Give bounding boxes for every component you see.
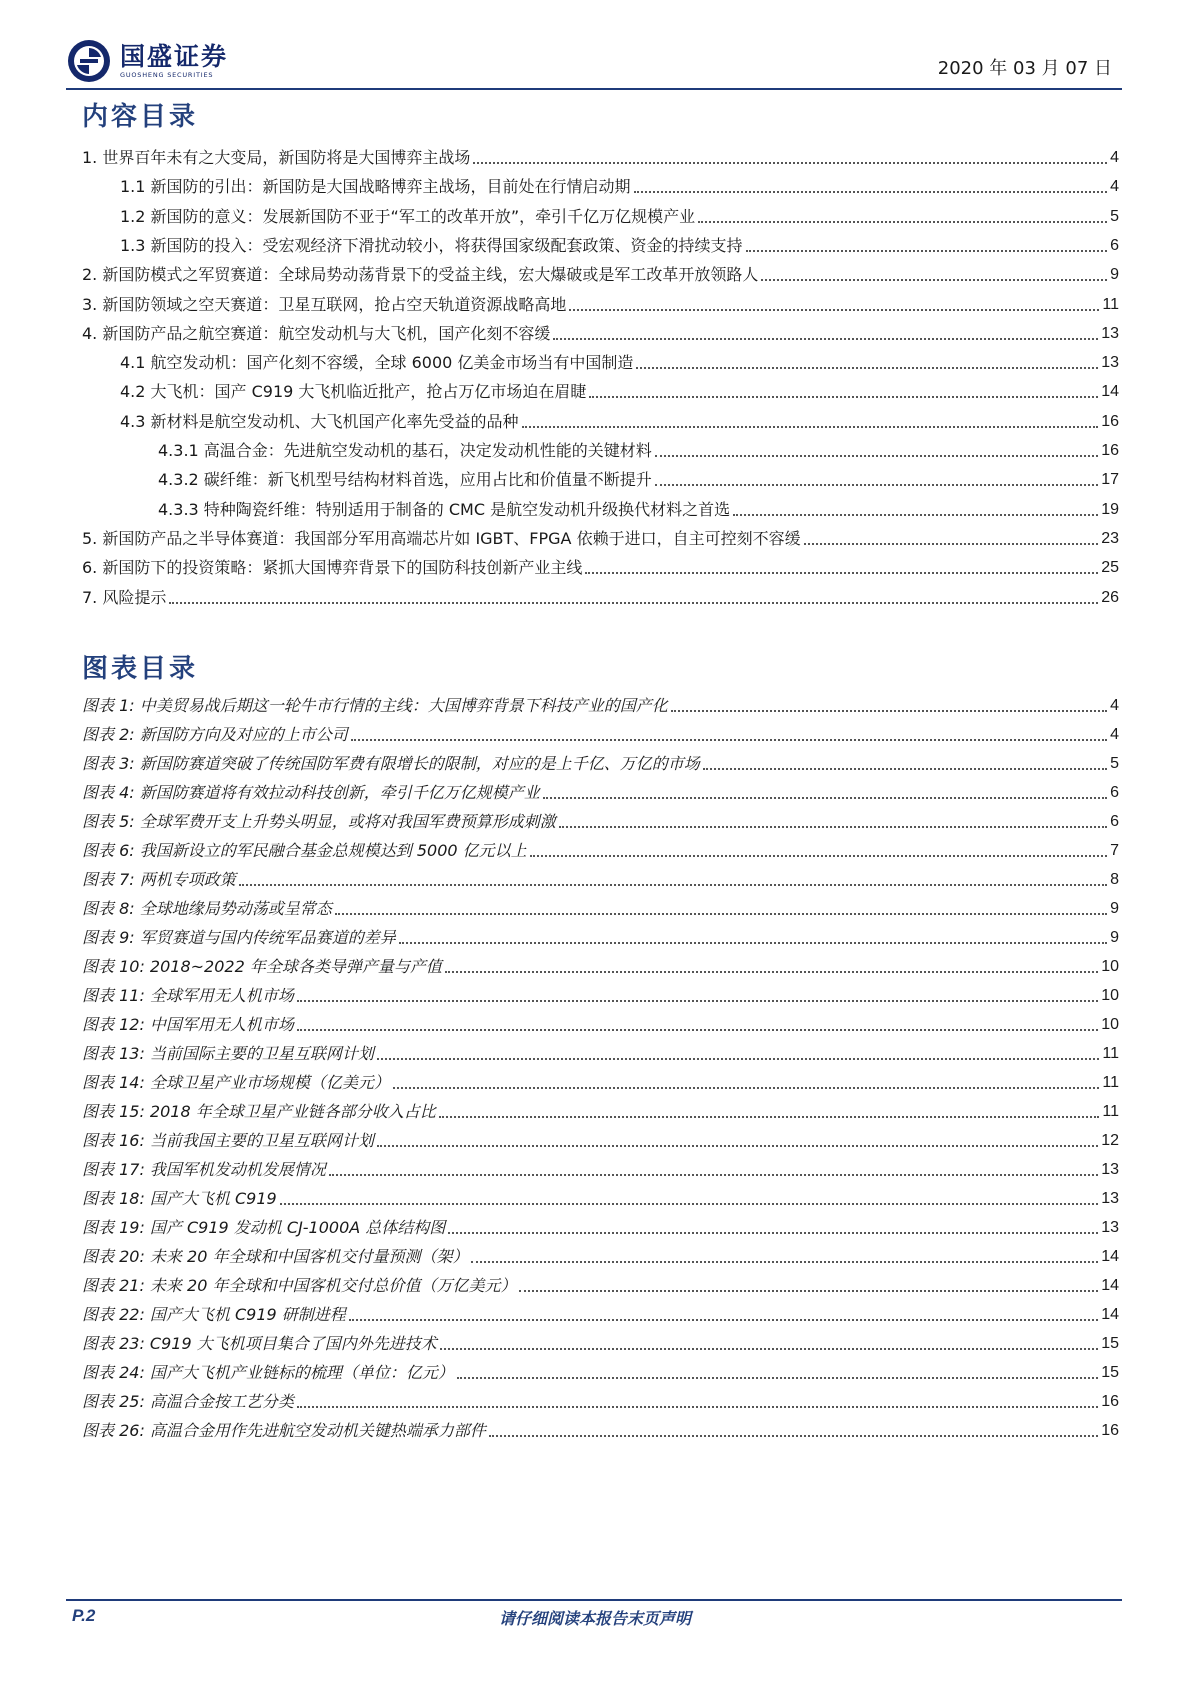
- guosheng-logo-icon: [66, 38, 112, 84]
- figure-entry[interactable]: [82, 1187, 1119, 1209]
- toc-entry-label: 4. 新国防产品之航空赛道：航空发动机与大飞机，国产化刻不容缓: [82, 323, 551, 343]
- dot-leader: [297, 1029, 1098, 1031]
- figure-entry-label: 图表 4: 新国防赛道将有效拉动科技创新，牵引千亿万亿规模产业: [82, 783, 540, 802]
- figure-entry-page: 12: [1101, 1132, 1119, 1149]
- report-date: 2020 年 03 月 07 日: [937, 58, 1112, 79]
- toc-entry-page: 4: [1110, 149, 1119, 166]
- figure-entry[interactable]: [82, 694, 1119, 716]
- dot-leader: [655, 484, 1098, 486]
- figure-entry[interactable]: [82, 1419, 1119, 1441]
- figure-entry-label: 图表 13: 当前国际主要的卫星互联网计划: [82, 1044, 374, 1063]
- figure-entry-label: 图表 11: 全球军用无人机市场: [82, 986, 294, 1005]
- toc-entry[interactable]: [82, 468, 1119, 490]
- figure-entry-page: 11: [1102, 1074, 1119, 1091]
- toc-entry-label: 1. 世界百年未有之大变局，新国防将是大国博弈主战场: [82, 148, 471, 167]
- toc-entry-page: 4: [1110, 178, 1119, 196]
- figure-entry-label: 图表 18: 国产大飞机 C919: [82, 1189, 277, 1208]
- toc-entry[interactable]: [82, 527, 1119, 549]
- dot-leader: [519, 1290, 1098, 1292]
- toc-entry-page: 11: [1102, 295, 1119, 313]
- toc-entry-label: 1.2 新国防的意义：发展新国防不亚于“军工的改革开放”，牵引千亿万亿规模产业: [120, 206, 696, 226]
- figure-entry-label: 图表 24: 国产大飞机产业链标的梳理（单位：亿元）: [82, 1363, 454, 1382]
- toc-entry[interactable]: [82, 322, 1119, 344]
- header-divider: [66, 88, 1122, 90]
- dot-leader: [297, 1000, 1098, 1002]
- figure-entry-label: 图表 10: 2018~2022 年全球各类导弹产量与产值: [82, 957, 442, 976]
- dot-leader: [448, 1232, 1098, 1234]
- figure-entry[interactable]: [82, 1216, 1119, 1238]
- figure-entry-label: 图表 8: 全球地缘局势动荡或呈常态: [82, 899, 332, 918]
- figure-entry-page: 11: [1102, 1103, 1119, 1120]
- dot-leader: [351, 739, 1107, 741]
- figure-entry-page: 15: [1101, 1335, 1119, 1352]
- figure-entry[interactable]: [82, 984, 1119, 1006]
- dot-leader: [553, 338, 1098, 340]
- dot-leader: [393, 1087, 1099, 1089]
- figure-entry[interactable]: [82, 1071, 1119, 1093]
- toc-entry-label: 5. 新国防产品之半导体赛道：我国部分军用高端芯片如 IGBT、FPGA 依赖于进口，自主可控刻不容缓: [82, 528, 801, 548]
- toc-entry-label: 1.3 新国防的投入：受宏观经济下滑扰动较小，将获得国家级配套政策、资金的持续支持: [120, 235, 743, 255]
- figure-list-title: 图表目录: [82, 654, 199, 684]
- figure-entry-page: 6: [1110, 784, 1119, 801]
- figure-entry-label: 图表 15: 2018 年全球卫星产业链各部分收入占比: [82, 1102, 436, 1121]
- toc-entry-page: 16: [1101, 442, 1119, 459]
- figure-entry-label: 图表 12: 中国军用无人机市场: [82, 1015, 294, 1034]
- figure-entry-page: 15: [1101, 1364, 1119, 1381]
- dot-leader: [655, 455, 1098, 457]
- figure-entry-page: 13: [1101, 1190, 1119, 1207]
- toc-entry-label: 7. 风险提示: [82, 587, 167, 607]
- figure-entry[interactable]: [82, 955, 1119, 977]
- toc-entry[interactable]: [82, 293, 1119, 315]
- toc-entry-label: 1.1 新国防的引出：新国防是大国战略博弈主战场，目前处在行情启动期: [120, 177, 631, 197]
- toc-entry[interactable]: [82, 175, 1119, 197]
- toc-entry[interactable]: [82, 351, 1119, 373]
- toc-entry[interactable]: [82, 556, 1119, 578]
- figure-entry-label: 图表 9: 军贸赛道与国内传统军品赛道的差异: [82, 928, 396, 947]
- page-number: P.2: [72, 1606, 96, 1625]
- figure-entry[interactable]: [82, 1013, 1119, 1035]
- dot-leader: [489, 1435, 1098, 1437]
- figure-entry[interactable]: [82, 810, 1119, 832]
- dot-leader: [169, 602, 1098, 604]
- dot-leader: [698, 221, 1107, 223]
- toc-entry-page: 6: [1110, 236, 1119, 254]
- figure-entry-page: 13: [1101, 1161, 1119, 1178]
- dot-leader: [804, 543, 1099, 545]
- dot-leader: [589, 396, 1098, 398]
- page-header: [66, 28, 1122, 94]
- figure-entry[interactable]: [82, 868, 1119, 890]
- toc-entry[interactable]: [82, 205, 1119, 227]
- dot-leader: [399, 942, 1107, 944]
- figure-entry[interactable]: [82, 1245, 1119, 1267]
- figure-entry-label: 图表 6: 我国新设立的军民融合基金总规模达到 5000 亿元以上: [82, 841, 527, 860]
- figure-entry-label: 图表 19: 国产 C919 发动机 CJ-1000A 总体结构图: [82, 1218, 446, 1237]
- toc-entry-page: 13: [1101, 324, 1119, 342]
- figure-entry-page: 14: [1101, 1248, 1119, 1265]
- dot-leader: [335, 913, 1107, 915]
- dot-leader: [349, 1319, 1098, 1321]
- dot-leader: [440, 1348, 1098, 1350]
- figure-entry[interactable]: [82, 1332, 1119, 1354]
- figure-entry-label: 图表 7: 两机专项政策: [82, 870, 236, 889]
- figure-entry[interactable]: [82, 1042, 1119, 1064]
- figure-entry-label: 图表 25: 高温合金按工艺分类: [82, 1392, 294, 1411]
- figure-entry-page: 9: [1110, 929, 1119, 946]
- toc-entry-page: 14: [1101, 383, 1119, 401]
- figure-entry[interactable]: [82, 752, 1119, 774]
- dot-leader: [671, 710, 1107, 712]
- logo-english-name: GUOSHENG SECURITIES: [120, 70, 214, 79]
- figure-entry[interactable]: [82, 1274, 1119, 1296]
- figure-entry-label: 图表 5: 全球军费开支上升势头明显，或将对我国军费预算形成刺激: [82, 812, 556, 831]
- toc-entry-label: 3. 新国防领域之空天赛道：卫星互联网，抢占空天轨道资源战略高地: [82, 294, 567, 314]
- footer-divider: [66, 1599, 1122, 1601]
- footer-disclaimer: 请仔细阅读本报告末页声明: [498, 1609, 691, 1628]
- figure-entry[interactable]: [82, 1100, 1119, 1122]
- dot-leader: [569, 309, 1099, 311]
- figure-entry-page: 9: [1110, 900, 1119, 917]
- figure-entry-label: 图表 22: 国产大飞机 C919 研制进程: [82, 1305, 346, 1324]
- figure-entry-label: 图表 26: 高温合金用作先进航空发动机关键热端承力部件: [82, 1421, 486, 1440]
- logo-chinese-name: 国盛证券: [120, 41, 229, 71]
- toc-entry-page: 25: [1101, 559, 1119, 577]
- dot-leader: [280, 1203, 1098, 1205]
- dot-leader: [543, 797, 1107, 799]
- figure-entry[interactable]: [82, 723, 1119, 745]
- toc-entry[interactable]: [82, 586, 1119, 608]
- dot-leader: [471, 1261, 1098, 1263]
- toc-entry-page: 26: [1101, 588, 1119, 606]
- toc-entry-page: 23: [1101, 529, 1119, 547]
- figure-entry-page: 4: [1110, 726, 1119, 743]
- figure-entry[interactable]: [82, 1129, 1119, 1151]
- dot-leader: [703, 768, 1107, 770]
- toc-entry-page: 5: [1110, 207, 1119, 225]
- dot-leader: [239, 884, 1107, 886]
- toc-entry-page: 16: [1101, 412, 1119, 430]
- toc-entry-label: 4.3.2 碳纤维：新飞机型号结构材料首选，应用占比和价值量不断提升: [158, 470, 652, 490]
- dot-leader: [457, 1377, 1098, 1379]
- figure-entry-label: 图表 21: 未来 20 年全球和中国客机交付总价值（万亿美元）: [82, 1276, 517, 1295]
- dot-leader: [761, 279, 1107, 281]
- dot-leader: [329, 1174, 1098, 1176]
- figure-entry[interactable]: [82, 1158, 1119, 1180]
- toc-entry-label: 2. 新国防模式之军贸赛道：全球局势动荡背景下的受益主线，宏大爆破或是军工改革开放领路人: [82, 265, 759, 285]
- figure-entry-page: 10: [1101, 987, 1119, 1004]
- toc-entry[interactable]: [82, 263, 1119, 285]
- figure-entry[interactable]: [82, 897, 1119, 919]
- dot-leader: [473, 162, 1107, 164]
- figure-entry-page: 16: [1101, 1393, 1119, 1410]
- dot-leader: [636, 367, 1098, 369]
- figure-entry[interactable]: [82, 1361, 1119, 1383]
- toc-entry-page: 19: [1101, 500, 1119, 518]
- figure-entry[interactable]: [82, 839, 1119, 861]
- figure-entry-page: 10: [1101, 1016, 1119, 1033]
- toc-entry-label: 4.3.1 高温合金：先进航空发动机的基石，决定发动机性能的关键材料: [158, 441, 652, 460]
- figure-entry-page: 10: [1101, 958, 1119, 975]
- toc-entry-label: 4.3.3 特种陶瓷纤维：特别适用于制备的 CMC 是航空发动机升级换代材料之首选: [158, 499, 731, 519]
- dot-leader: [439, 1116, 1100, 1118]
- toc-entry-label: 4.3 新材料是航空发动机、大飞机国产化率先受益的品种: [120, 411, 519, 431]
- figure-entry-page: 14: [1101, 1306, 1119, 1323]
- toc-entry[interactable]: [82, 410, 1119, 432]
- toc-entry-label: 6. 新国防下的投资策略：紧抓大国博弈背景下的国防科技创新产业主线: [82, 558, 583, 578]
- dot-leader: [445, 971, 1098, 973]
- figure-entry-label: 图表 17: 我国军机发动机发展情况: [82, 1160, 326, 1179]
- figure-entry-page: 8: [1110, 871, 1119, 888]
- figure-entry-page: 5: [1110, 755, 1119, 772]
- company-logo: [66, 36, 228, 86]
- toc-entry[interactable]: [82, 439, 1119, 461]
- figure-entry-page: 7: [1110, 842, 1119, 859]
- figure-entry-label: 图表 16: 当前我国主要的卫星互联网计划: [82, 1131, 374, 1150]
- figure-entry-label: 图表 3: 新国防赛道突破了传统国防军费有限增长的限制，对应的是上千亿、万亿的市场: [82, 754, 700, 773]
- figure-entry[interactable]: [82, 781, 1119, 803]
- figure-entry-label: 图表 14: 全球卫星产业市场规模（亿美元）: [82, 1073, 390, 1092]
- figure-entry-label: 图表 23: C919 大飞机项目集合了国内外先进技术: [82, 1334, 437, 1353]
- toc-entry-page: 17: [1101, 471, 1119, 489]
- figure-entry-page: 6: [1110, 813, 1119, 830]
- toc-entry-label: 4.1 航空发动机：国产化刻不容缓，全球 6000 亿美金市场当有中国制造: [120, 353, 634, 373]
- toc-entry[interactable]: [82, 146, 1119, 168]
- figure-entry-page: 4: [1110, 697, 1119, 714]
- dot-leader: [297, 1406, 1098, 1408]
- dot-leader: [377, 1145, 1098, 1147]
- dot-leader: [377, 1058, 1099, 1060]
- dot-leader: [530, 855, 1107, 857]
- dot-leader: [733, 514, 1098, 516]
- dot-leader: [634, 191, 1108, 193]
- toc-entry-page: 9: [1110, 266, 1119, 284]
- dot-leader: [585, 572, 1098, 574]
- figure-entry-label: 图表 1: 中美贸易战后期这一轮牛市行情的主线：大国博弈背景下科技产业的国产化: [82, 696, 668, 715]
- figure-entry[interactable]: [82, 1390, 1119, 1412]
- toc-title: 内容目录: [82, 102, 199, 132]
- toc-entry-label: 4.2 大飞机：国产 C919 大飞机临近批产，抢占万亿市场迫在眉睫: [120, 382, 587, 402]
- dot-leader: [522, 426, 1099, 428]
- toc-entry[interactable]: [82, 498, 1119, 520]
- figure-entry-page: 13: [1101, 1219, 1119, 1236]
- figure-entry-page: 11: [1102, 1045, 1119, 1062]
- dot-leader: [746, 250, 1108, 252]
- figure-entry-label: 图表 20: 未来 20 年全球和中国客机交付量预测（架）: [82, 1247, 469, 1266]
- toc-entry[interactable]: [82, 380, 1119, 402]
- figure-entry-page: 14: [1101, 1277, 1119, 1294]
- figure-entry-label: 图表 2: 新国防方向及对应的上市公司: [82, 725, 348, 744]
- figure-entry[interactable]: [82, 926, 1119, 948]
- toc-entry-page: 13: [1101, 354, 1119, 372]
- dot-leader: [559, 826, 1107, 828]
- figure-entry[interactable]: [82, 1303, 1119, 1325]
- toc-entry[interactable]: [82, 234, 1119, 256]
- figure-entry-page: 16: [1101, 1422, 1119, 1439]
